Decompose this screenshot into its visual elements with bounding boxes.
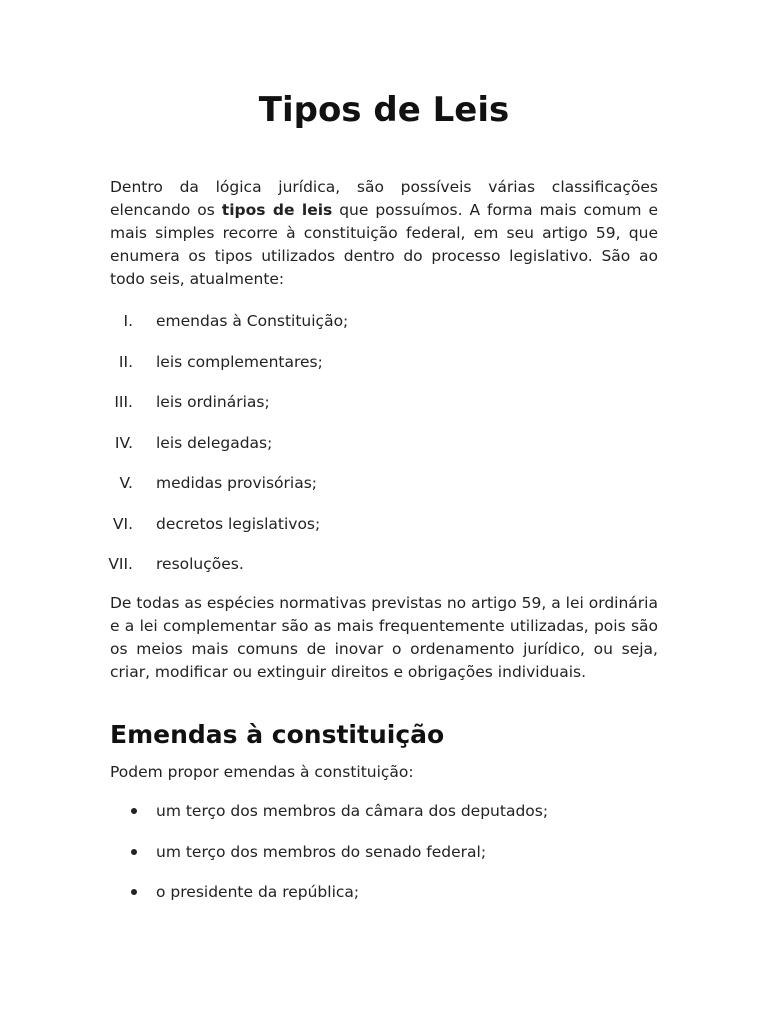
proposers-list bbox=[0, 800, 768, 922]
intro-paragraph bbox=[110, 176, 658, 291]
roman-numeral: V. bbox=[119, 474, 133, 492]
intro-text-end: que possuímos. A forma mais comum e mais simples recorre à constituição federal, em seu artigo 59, que enumera os tipos utilizados dentro do processo legislativo. São ao todo seis, atualmente: bbox=[110, 201, 658, 288]
list-item-text: decretos legislativos; bbox=[156, 514, 321, 533]
list-item bbox=[0, 841, 768, 882]
list-item-text: resoluções. bbox=[156, 555, 244, 573]
bullet-icon bbox=[131, 808, 137, 814]
section-intro: Podem propor emendas à constituição: bbox=[110, 763, 414, 781]
list-item bbox=[0, 553, 768, 594]
page-title: Tipos de Leis bbox=[258, 90, 510, 130]
bullet-icon bbox=[131, 889, 137, 895]
roman-numeral: IV. bbox=[114, 433, 133, 452]
intro-text-start: Dentro da lógica jurídica, são possíveis várias classificações elencando os bbox=[110, 178, 658, 219]
list-item bbox=[0, 432, 768, 473]
list-item bbox=[0, 800, 768, 841]
second-paragraph: De todas as espécies normativas previstas no artigo 59, a lei ordinária e a lei complementar são as mais frequentemente utilizadas, pois são os meios mais comuns de inovar o ordenamento jurídico, ou seja, criar, modificar ou extinguir direitos e obrigações individuais. bbox=[110, 594, 658, 681]
roman-numeral: VI. bbox=[112, 514, 133, 533]
law-types-list bbox=[0, 310, 768, 594]
list-item bbox=[0, 310, 768, 351]
list-item-text: emendas à Constituição; bbox=[156, 312, 349, 330]
list-item bbox=[0, 881, 768, 922]
roman-numeral: II. bbox=[118, 352, 133, 371]
list-item bbox=[0, 351, 768, 392]
intro-bold-term: tipos de leis bbox=[221, 201, 333, 219]
roman-numeral: III. bbox=[114, 393, 133, 411]
list-item-text: um terço dos membros da câmara dos deputados; bbox=[156, 802, 549, 820]
list-item-text: leis complementares; bbox=[156, 352, 323, 371]
list-item-text: medidas provisórias; bbox=[156, 474, 317, 492]
list-item bbox=[0, 513, 768, 554]
list-item-text: leis delegadas; bbox=[156, 433, 273, 452]
list-item-text: leis ordinárias; bbox=[156, 393, 270, 411]
list-item-text: o presidente da república; bbox=[156, 883, 360, 901]
roman-numeral: VII. bbox=[108, 555, 133, 573]
roman-numeral: I. bbox=[123, 312, 133, 330]
list-item-text: um terço dos membros do senado federal; bbox=[156, 842, 487, 861]
section-heading: Emendas à constituição bbox=[110, 720, 445, 749]
bullet-icon bbox=[131, 849, 137, 855]
list-item bbox=[0, 391, 768, 432]
list-item bbox=[0, 472, 768, 513]
